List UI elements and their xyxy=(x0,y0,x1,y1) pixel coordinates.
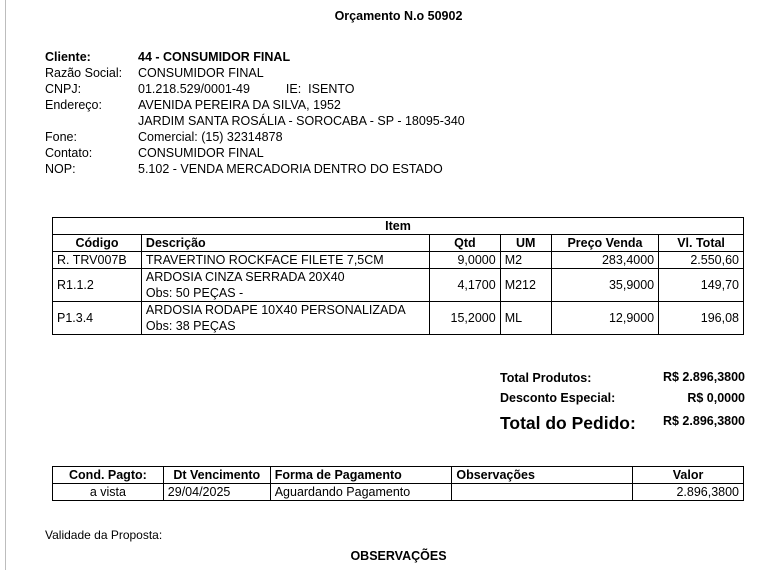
cell-total: 196,08 xyxy=(659,302,744,335)
desconto-label: Desconto Especial: xyxy=(500,391,616,405)
cell-preco: 283,4000 xyxy=(551,252,658,269)
cell-observacoes xyxy=(452,484,633,501)
payment-table xyxy=(52,466,744,501)
total-produtos-row xyxy=(500,370,750,390)
contato-value: CONSUMIDOR FINAL xyxy=(138,146,264,160)
cnpj-value: 01.218.529/0001-49 xyxy=(138,82,250,96)
razao-social-value: CONSUMIDOR FINAL xyxy=(138,66,264,80)
endereco-row-2 xyxy=(45,113,465,129)
client-info-block xyxy=(45,49,465,177)
col-valor: Valor xyxy=(633,467,744,484)
col-descricao: Descrição xyxy=(141,235,429,252)
total-produtos-label: Total Produtos: xyxy=(500,371,592,385)
cell-descricao-block xyxy=(141,269,429,302)
razao-social-label: Razão Social: xyxy=(45,66,123,80)
col-dt-vencimento: Dt Vencimento xyxy=(163,467,270,484)
items-table xyxy=(52,217,744,335)
cnpj-label: CNPJ: xyxy=(45,82,82,96)
col-vl-total: Vl. Total xyxy=(659,235,744,252)
total-produtos-value: R$ 2.896,3800 xyxy=(662,370,745,384)
col-codigo: Código xyxy=(53,235,142,252)
endereco-label: Endereço: xyxy=(45,98,102,112)
cliente-value: 44 - CONSUMIDOR FINAL xyxy=(138,50,291,64)
cliente-label: Cliente: xyxy=(45,50,91,64)
total-pedido-value: R$ 2.896,3800 xyxy=(662,414,745,428)
contato-row xyxy=(45,145,465,161)
cell-qtd: 15,2000 xyxy=(430,302,501,335)
payment-column-headers xyxy=(53,467,744,484)
cell-vencimento: 29/04/2025 xyxy=(163,484,270,501)
document-title: Orçamento N.o 50902 xyxy=(334,9,463,23)
contato-label: Contato: xyxy=(45,146,93,160)
endereco-row xyxy=(45,97,465,113)
total-pedido-label: Total do Pedido: xyxy=(500,413,636,433)
col-observacoes: Observações xyxy=(452,467,633,484)
items-column-headers xyxy=(53,235,744,252)
col-qtd: Qtd xyxy=(430,235,501,252)
col-cond-pagto: Cond. Pagto: xyxy=(53,467,164,484)
cell-total: 149,70 xyxy=(659,269,744,302)
cliente-row xyxy=(45,49,465,65)
cell-um: M2 xyxy=(500,252,551,269)
cell-codigo: R. TRV007B xyxy=(53,252,142,269)
cell-qtd: 4,1700 xyxy=(430,269,501,302)
cell-obs: Obs: 50 PEÇAS - xyxy=(145,286,244,300)
cell-preco: 35,9000 xyxy=(551,269,658,302)
cell-valor: 2.896,3800 xyxy=(633,484,744,501)
total-pedido-row xyxy=(500,413,750,437)
cell-codigo: P1.3.4 xyxy=(53,302,142,335)
cell-total: 2.550,60 xyxy=(659,252,744,269)
validade-label: Validade da Proposta: xyxy=(45,528,163,542)
fone-value: Comercial: (15) 32314878 xyxy=(138,130,283,144)
cnpj-row xyxy=(45,81,465,97)
fone-row xyxy=(45,129,465,145)
totals-block xyxy=(500,370,750,433)
col-um: UM xyxy=(500,235,551,252)
nop-row xyxy=(45,161,465,177)
items-group-header: Item xyxy=(53,218,744,235)
col-forma-pagamento: Forma de Pagamento xyxy=(270,467,452,484)
cell-um: ML xyxy=(500,302,551,335)
ie-value: ISENTO xyxy=(308,82,355,96)
cell-um: M212 xyxy=(500,269,551,302)
cell-forma: Aguardando Pagamento xyxy=(270,484,452,501)
desconto-row xyxy=(500,391,750,411)
cell-descricao: ARDOSIA CINZA SERRADA 20X40 xyxy=(145,270,345,284)
endereco-line2: JARDIM SANTA ROSÁLIA - SOROCABA - SP - 18095-340 xyxy=(138,114,465,128)
cell-descricao-block xyxy=(141,302,429,335)
ie-label: IE: xyxy=(285,82,302,96)
col-preco-venda: Preço Venda xyxy=(551,235,658,252)
cell-descricao: TRAVERTINO ROCKFACE FILETE 7,5CM xyxy=(141,252,429,269)
table-row xyxy=(53,302,744,335)
cell-cond: a vista xyxy=(53,484,164,501)
cell-codigo: R1.1.2 xyxy=(53,269,142,302)
table-row xyxy=(53,252,744,269)
nop-value: 5.102 - VENDA MERCADORIA DENTRO DO ESTADO xyxy=(138,162,443,176)
desconto-value: R$ 0,0000 xyxy=(687,391,745,405)
cell-qtd: 9,0000 xyxy=(430,252,501,269)
nop-label: NOP: xyxy=(45,162,76,176)
page-left-border xyxy=(5,0,6,570)
fone-label: Fone: xyxy=(45,130,77,144)
cell-preco: 12,9000 xyxy=(551,302,658,335)
razao-social-row xyxy=(45,65,465,81)
endereco-line1: AVENIDA PEREIRA DA SILVA, 1952 xyxy=(138,98,341,112)
table-row xyxy=(53,484,744,501)
cell-obs: Obs: 38 PEÇAS xyxy=(145,319,236,333)
cell-descricao: ARDOSIA RODAPE 10X40 PERSONALIZADA xyxy=(145,303,406,317)
table-row xyxy=(53,269,744,302)
observacoes-title: OBSERVAÇÕES xyxy=(350,549,447,563)
